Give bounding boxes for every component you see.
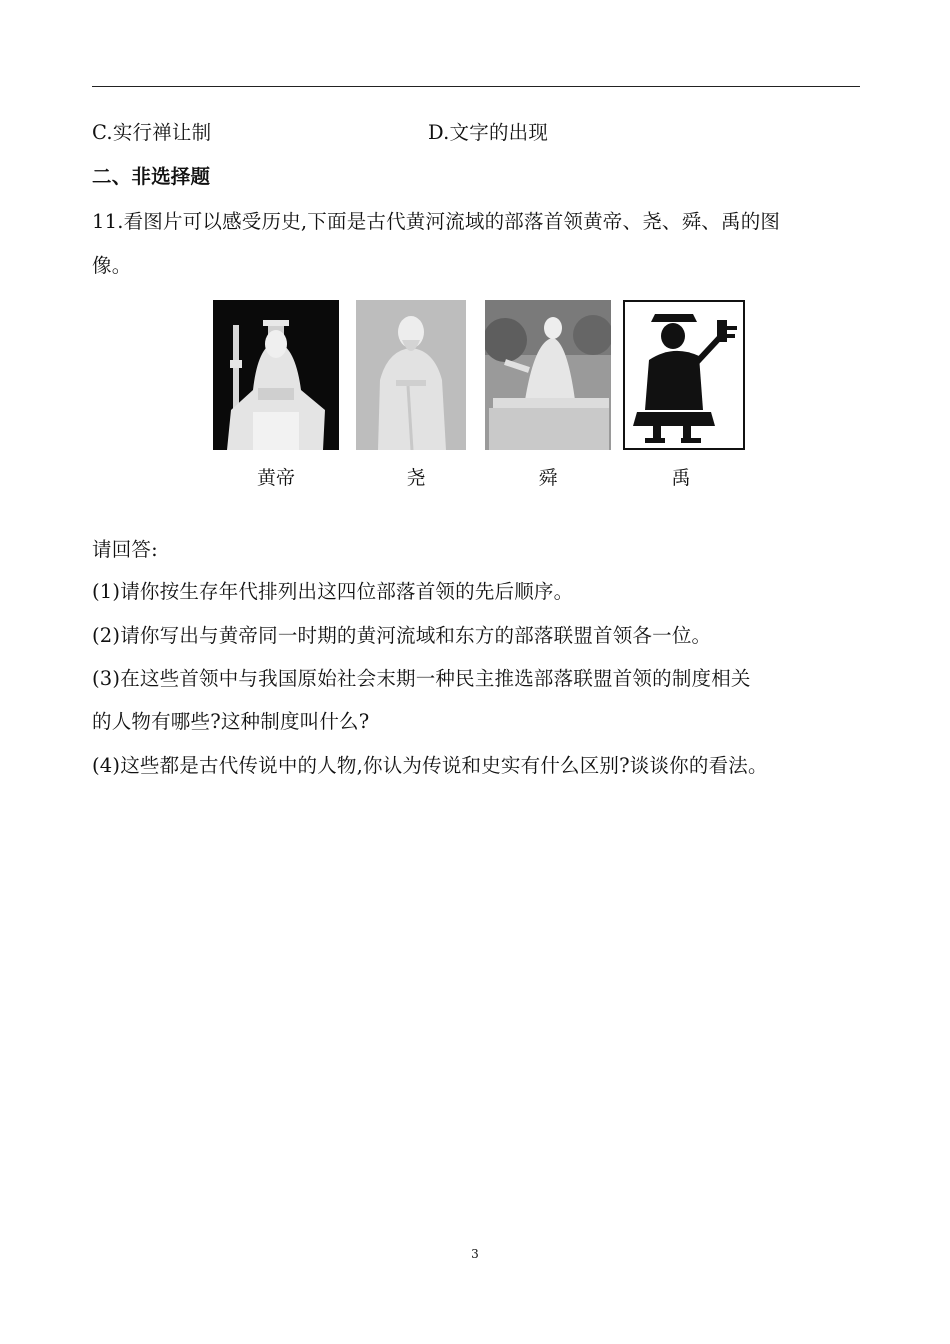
- yu-silhouette-image: [623, 300, 749, 450]
- header-rule: [92, 86, 860, 87]
- figure-caption: 尧: [406, 467, 426, 489]
- figure-caption: 舜: [538, 467, 558, 489]
- shun-statue-image: [485, 300, 611, 450]
- options-line: [92, 119, 549, 147]
- yao-statue-image: [356, 300, 482, 450]
- subquestion: (1)请你按生存年代排列出这四位部落首领的先后顺序。: [92, 580, 574, 603]
- figure-caption: 禹: [671, 467, 691, 489]
- option-c: C.实行禅让制: [92, 121, 212, 144]
- subquestion: (3)在这些首领中与我国原始社会末期一种民主推选部落联盟首领的制度相关: [92, 667, 751, 690]
- section-title: 二、非选择题: [92, 165, 211, 188]
- page-number: 3: [471, 1247, 479, 1261]
- option-d: D.文字的出现: [428, 121, 549, 144]
- subquestion: 的人物有哪些?这种制度叫什么?: [92, 710, 370, 733]
- question-stem-line-1: 11.看图片可以感受历史,下面是古代黄河流域的部落首领黄帝、尧、舜、禹的图: [92, 210, 781, 233]
- figure-caption: 黄帝: [256, 467, 295, 489]
- question-stem-line-2: 像。: [92, 254, 132, 277]
- huangdi-statue-image: [213, 300, 339, 450]
- subquestion: (4)这些都是古代传说中的人物,你认为传说和史实有什么区别?谈谈你的看法。: [92, 754, 768, 777]
- answer-prompt: 请回答:: [92, 538, 158, 561]
- subquestion: (2)请你写出与黄帝同一时期的黄河流域和东方的部落联盟首领各一位。: [92, 624, 712, 647]
